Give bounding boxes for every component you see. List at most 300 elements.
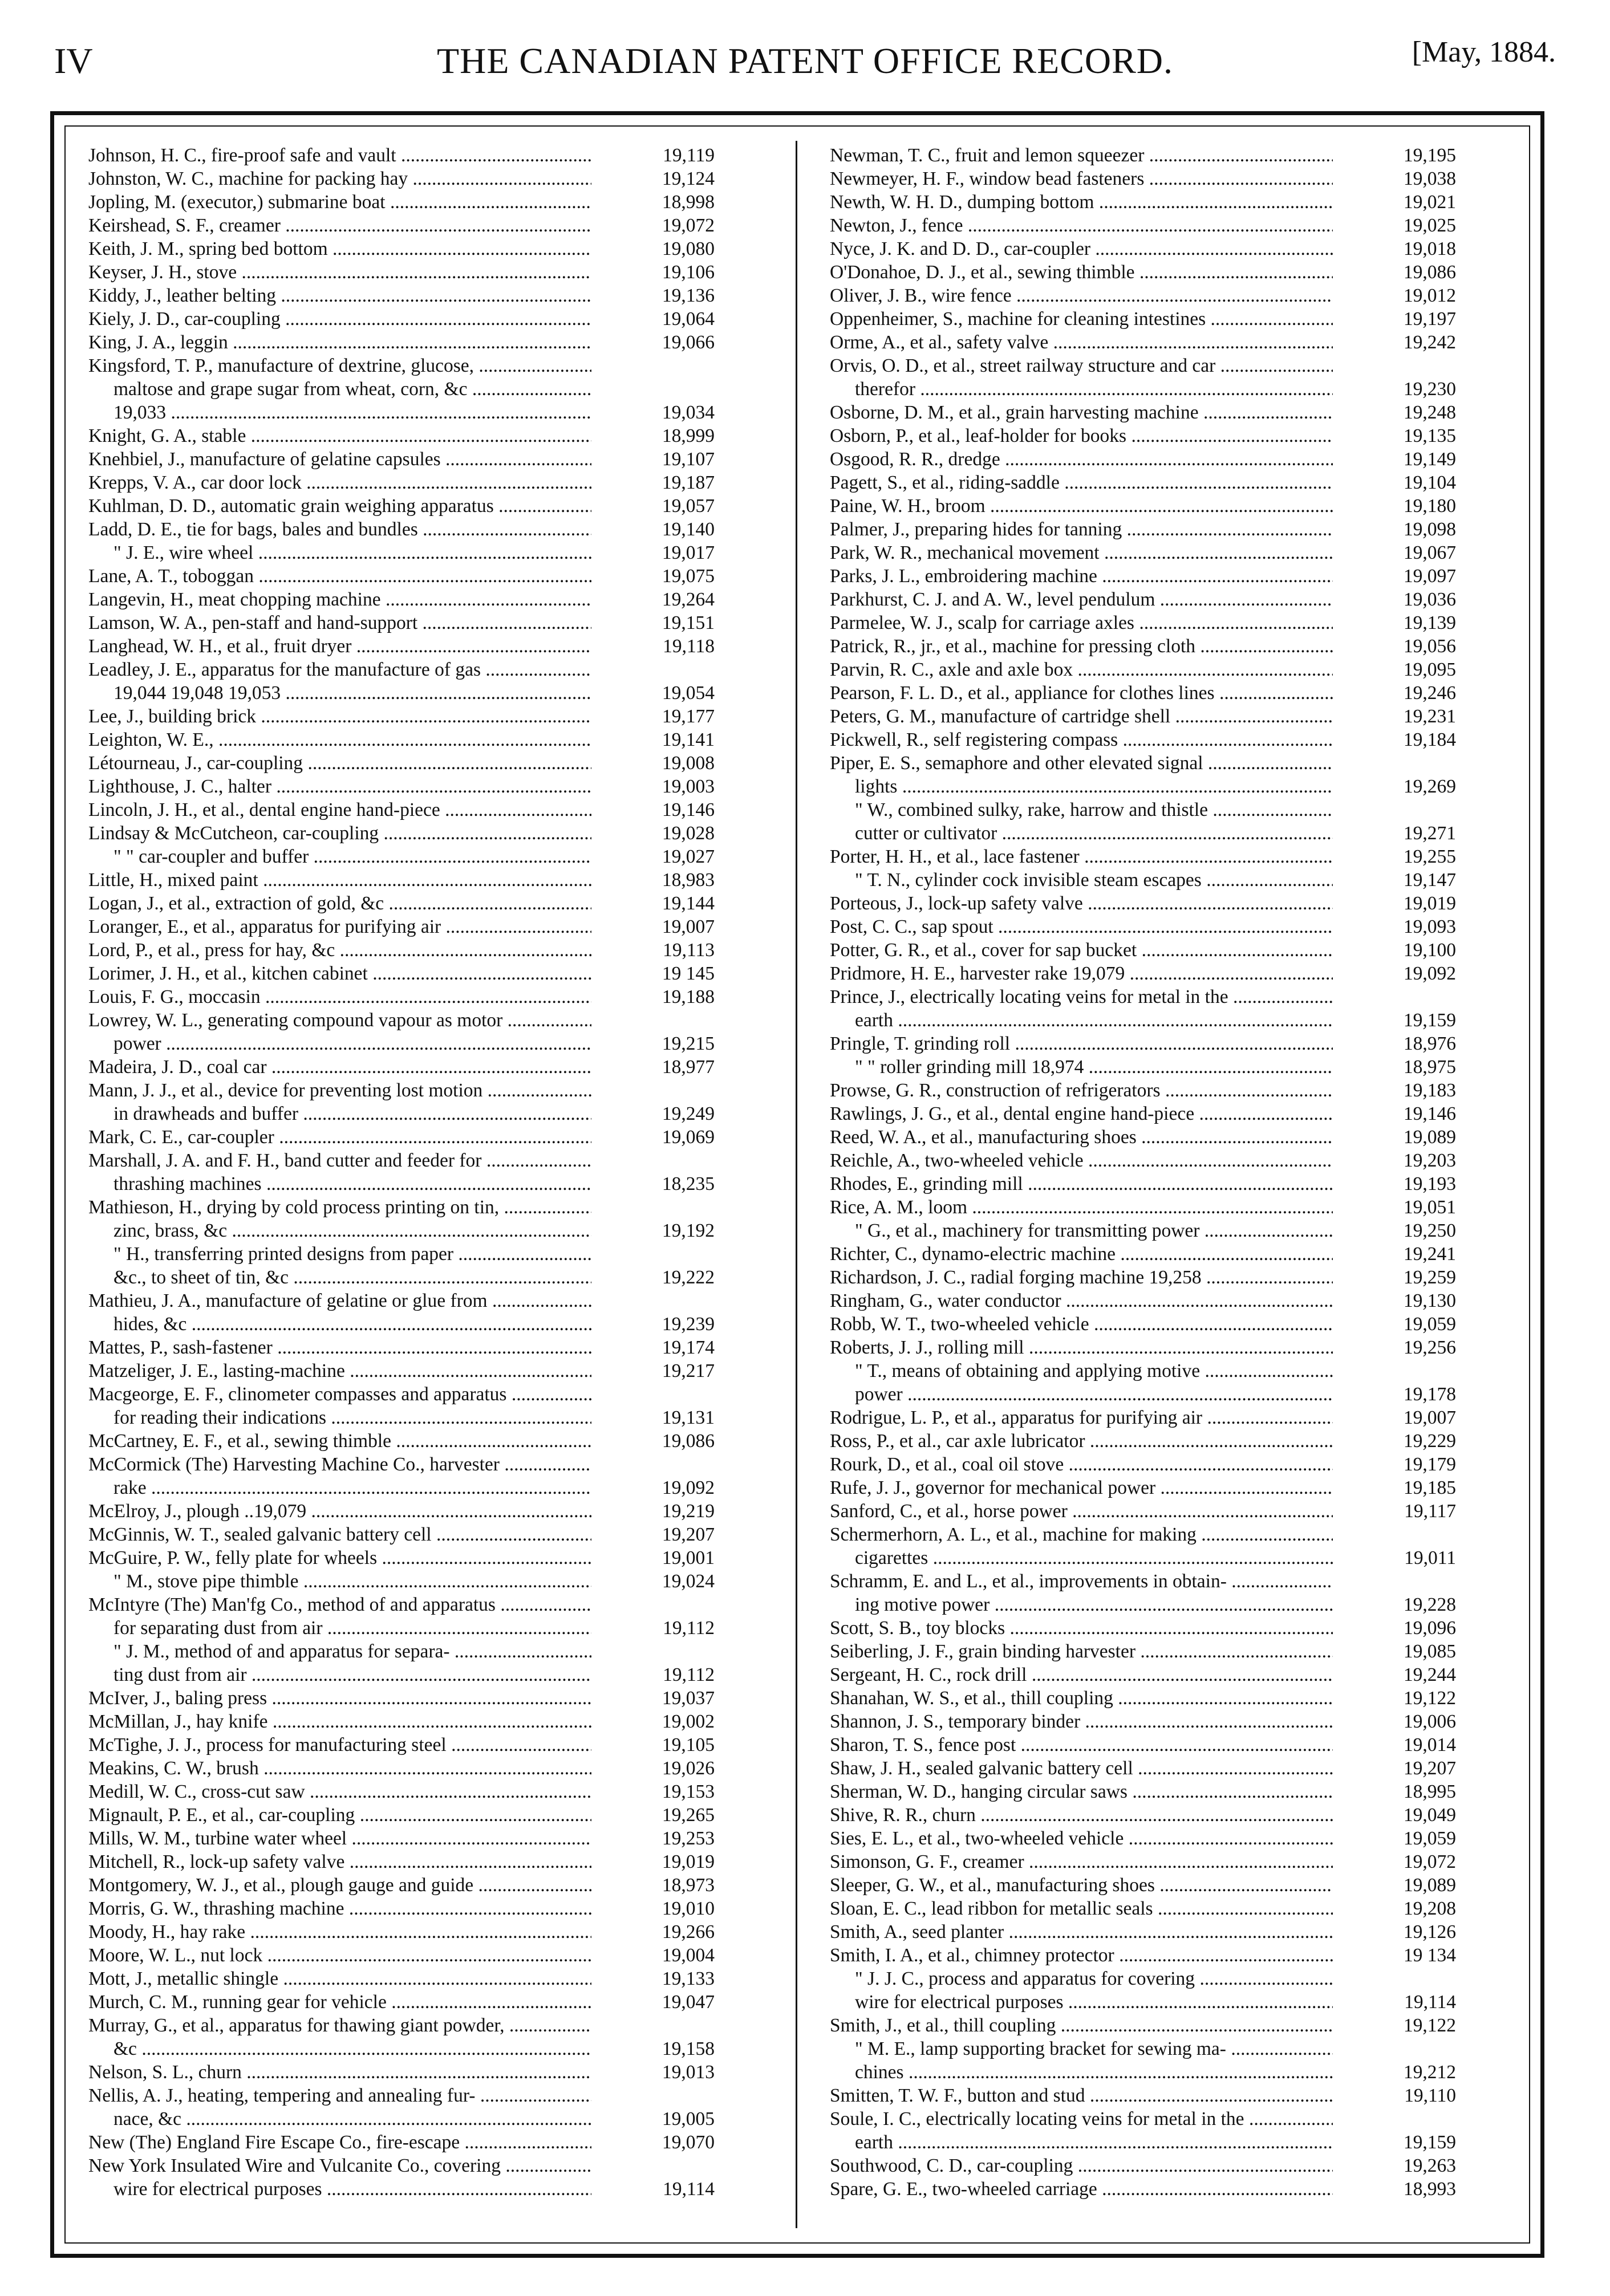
entry-text: for separating dust from air ..... [88,1616,591,1640]
index-entry [88,167,715,190]
entry-text: Moody, H., hay rake ..... [88,1920,591,1944]
index-entry [88,1827,715,1850]
index-entry [88,822,715,845]
entry-text: nace, &c ..... [88,2107,591,2131]
patent-number: 19,002 [662,1711,715,1732]
entry-text: Osborn, P., et al., leaf-holder for books ..... [830,424,1333,448]
patent-number: 19,122 [1403,2015,1456,2036]
patent-number: 19,126 [1403,1921,1456,1943]
index-entry [88,377,715,401]
index-entry [88,1710,715,1733]
index-entry [830,1687,1456,1710]
index-entry [830,1266,1456,1289]
entry-text: thrashing machines ..... [88,1172,591,1196]
entry-text: Lamson, W. A., pen-staff and hand-support ..... [88,611,591,635]
index-entry [830,1125,1456,1149]
entry-text: Montgomery, W. J., et al., plough gauge and guide ..... [88,1874,591,1897]
index-entry [88,237,715,261]
entry-text: Osborne, D. M., et al., grain harvesting machine ..... [830,401,1333,424]
entry-text: Sleeper, G. W., et al., manufacturing shoes ..... [830,1874,1333,1897]
index-frame [50,111,1544,2258]
index-entry [88,1663,715,1687]
index-entry [830,681,1456,705]
entry-text: Langhead, W. H., et al., fruit dryer ..... [88,635,591,658]
patent-number: 18,999 [662,425,715,446]
index-entry [830,1733,1456,1757]
index-entry [88,1897,715,1920]
patent-number: 19,183 [1403,1080,1456,1101]
entry-text: Orvis, O. D., et al., street railway structure and car ..... [830,354,1333,377]
entry-text: Rawlings, J. G., et al., dental engine hand-piece ..... [830,1102,1333,1125]
index-entry [830,1546,1456,1570]
index-entry [88,1242,715,1266]
index-entry [88,261,715,284]
patent-number: 19,230 [1403,379,1456,400]
patent-number: 19,149 [1403,449,1456,470]
entry-text: " M., stove pipe thimble ..... [88,1570,591,1593]
patent-number: 19,064 [662,308,715,330]
patent-number: 19,144 [662,893,715,914]
entry-text: Parkhurst, C. J. and A. W., level pendulum ..... [830,588,1333,611]
index-entry [88,354,715,377]
index-entry [830,1780,1456,1803]
entry-text: zinc, brass, &c ..... [88,1219,591,1242]
entry-text: Lee, J., building brick ..... [88,705,591,728]
entry-text: Pickwell, R., self registering compass ..... [830,728,1333,751]
patent-number: 19 134 [1403,1945,1456,1966]
index-entry [830,705,1456,728]
patent-number: 19,034 [662,402,715,423]
entry-text: 19,033 ..... [88,401,591,424]
entry-text: Logan, J., et al., extraction of gold, &c ..... [88,892,591,915]
index-entry [830,1312,1456,1336]
patent-number: 19,017 [662,542,715,563]
index-entry [88,1967,715,1990]
entry-text: Nellis, A. J., heating, tempering and annealing fur- ..... [88,2084,591,2107]
entry-text: Smith, I. A., et al., chimney protector ..... [830,1944,1333,1967]
entry-text: power ..... [88,1032,591,1055]
patent-number: 19,026 [662,1758,715,1779]
patent-number: 19,242 [1403,332,1456,353]
patent-number: 19,104 [1403,472,1456,493]
patent-number: 19,107 [662,449,715,470]
entry-text: Parvin, R. C., axle and axle box ..... [830,658,1333,681]
entry-text: Kiely, J. D., car-coupling ..... [88,307,591,331]
index-entry [830,1803,1456,1827]
entry-text: Leighton, W. E., ..... [88,728,591,751]
patent-number: 19,146 [1403,1103,1456,1124]
entry-text: Patrick, R., jr., et al., machine for pressing cloth ..... [830,635,1333,658]
index-entry [88,962,715,985]
entry-text: &c ..... [88,2037,591,2061]
patent-number: 19,158 [662,2038,715,2059]
index-entry [88,1336,715,1359]
patent-number: 19,085 [1403,1641,1456,1662]
patent-number: 19,208 [1403,1898,1456,1919]
index-entry [830,1499,1456,1523]
index-entry [830,1242,1456,1266]
patent-number: 19,159 [1403,2132,1456,2153]
index-entry [88,2061,715,2084]
patent-number: 18,993 [1403,2179,1456,2200]
entry-text: Robb, W. T., two-wheeled vehicle ..... [830,1312,1333,1336]
index-entry [88,798,715,822]
entry-text: Richardson, J. C., radial forging machine 19,258 ..... [830,1266,1333,1289]
patent-number: 19,184 [1403,729,1456,750]
entry-text: Ladd, D. E., tie for bags, bales and bundles ..... [88,518,591,541]
patent-number: 19,019 [1403,893,1456,914]
index-entry [88,1476,715,1499]
entry-text: rake ..... [88,1476,591,1499]
index-entry [830,1570,1456,1593]
patent-number: 19,066 [662,332,715,353]
index-entry [830,635,1456,658]
entry-text: New (The) England Fire Escape Co., fire-escape ..... [88,2131,591,2154]
entry-text: Simonson, G. F., creamer ..... [830,1850,1333,1874]
patent-number: 18,998 [662,192,715,213]
entry-text: Louis, F. G., moccasin ..... [88,985,591,1009]
index-entry [830,2177,1456,2201]
entry-text: Southwood, C. D., car-coupling ..... [830,2154,1333,2177]
index-entry [830,424,1456,448]
index-entry [830,1359,1456,1383]
entry-text: McMillan, J., hay knife ..... [88,1710,591,1733]
index-entry [88,1149,715,1172]
index-entry [830,377,1456,401]
entry-text: Reed, W. A., et al., manufacturing shoes ..... [830,1125,1333,1149]
entry-text: Mark, C. E., car-coupler ..... [88,1125,591,1149]
index-entry [830,611,1456,635]
patent-number: 19,025 [1403,215,1456,236]
index-entry [830,1944,1456,1967]
entry-text: Ross, P., et al., car axle lubricator ..... [830,1429,1333,1453]
index-entry [88,728,715,751]
patent-number: 19,096 [1403,1618,1456,1639]
patent-number: 19,114 [1404,1992,1456,2013]
index-entry [830,214,1456,237]
entry-text: Mott, J., metallic shingle ..... [88,1967,591,1990]
patent-number: 19,197 [1403,308,1456,330]
entry-text: Pridmore, H. E., harvester rake 19,079 ..... [830,962,1333,985]
index-entry [88,1009,715,1032]
entry-text: Mignault, P. E., et al., car-coupling ..... [88,1803,591,1827]
entry-text: Loranger, E., et al., apparatus for purifying air ..... [88,915,591,938]
entry-text: Sharon, T. S., fence post ..... [830,1733,1333,1757]
entry-text: Meakins, C. W., brush ..... [88,1757,591,1780]
entry-text: Park, W. R., mechanical movement ..... [830,541,1333,564]
index-entry [830,1990,1456,2014]
index-entry [88,868,715,892]
index-entry [88,541,715,564]
entry-text: Lorimer, J. H., et al., kitchen cabinet ..... [88,962,591,985]
entry-text: Post, C. C., sap spout ..... [830,915,1333,938]
index-entry [830,1663,1456,1687]
patent-number: 19,244 [1403,1664,1456,1685]
patent-number: 19,047 [662,1992,715,2013]
index-entry [88,2154,715,2177]
entry-text: Paine, W. H., broom ..... [830,494,1333,518]
entry-text: therefor ..... [830,377,1333,401]
patent-number: 19,072 [1403,1851,1456,1872]
patent-number: 19,119 [663,145,715,166]
index-entry [88,658,715,681]
patent-number: 19,117 [1404,1501,1456,1522]
patent-number: 19,093 [1403,916,1456,937]
entry-text: Porter, H. H., et al., lace fastener ..... [830,845,1333,868]
entry-text: Lindsay & McCutcheon, car-coupling ..... [88,822,591,845]
patent-number: 19,250 [1403,1220,1456,1241]
index-entry [88,1312,715,1336]
patent-number: 19,249 [662,1103,715,1124]
index-entry [88,611,715,635]
entry-text: Shannon, J. S., temporary binder ..... [830,1710,1333,1733]
entry-text: Shanahan, W. S., et al., thill coupling ..... [830,1687,1333,1710]
patent-number: 19,147 [1403,869,1456,891]
index-entry [830,915,1456,938]
index-entry [88,448,715,471]
index-entry [830,2014,1456,2037]
entry-text: Keirshead, S. F., creamer ..... [88,214,591,237]
entry-text: Nelson, S. L., churn ..... [88,2061,591,2084]
patent-number: 19,130 [1403,1290,1456,1311]
entry-text: Pagett, S., et al., riding-saddle ..... [830,471,1333,494]
index-entry [88,1383,715,1406]
index-entry [88,564,715,588]
entry-text: Newman, T. C., fruit and lemon squeezer ..... [830,144,1333,167]
patent-number: 19 145 [662,963,715,984]
index-entry [830,190,1456,214]
patent-number: 19,100 [1403,940,1456,961]
index-entry [88,1687,715,1710]
patent-number: 19,263 [1403,2155,1456,2176]
patent-number: 19,059 [1403,1314,1456,1335]
index-entry [88,424,715,448]
entry-text: Peters, G. M., manufacture of cartridge shell ..... [830,705,1333,728]
patent-number: 19,012 [1403,285,1456,306]
index-entry [88,1102,715,1125]
index-entry [830,1827,1456,1850]
entry-text: McIntyre (The) Man'fg Co., method of and apparatus ..... [88,1593,591,1616]
index-entry [830,1196,1456,1219]
entry-text: O'Donahoe, D. J., et al., sewing thimble ..... [830,261,1333,284]
index-entry [830,1149,1456,1172]
index-entry [830,868,1456,892]
index-entry [88,471,715,494]
index-entry [88,1523,715,1546]
patent-number: 19,097 [1403,566,1456,587]
entry-text: 19,044 19,048 19,053 ..... [88,681,591,705]
patent-number: 19,259 [1403,1267,1456,1288]
entry-text: Orme, A., et al., safety valve ..... [830,331,1333,354]
index-entry [830,1079,1456,1102]
index-entry [830,448,1456,471]
index-entry [88,284,715,307]
entry-text: Sanford, C., et al., horse power ..... [830,1499,1333,1523]
index-entry [830,1406,1456,1429]
index-entry [88,190,715,214]
entry-text: Prowse, G. R., construction of refrigerators ..... [830,1079,1333,1102]
entry-text: Soule, I. C., electrically locating veins for metal in the ..... [830,2107,1333,2131]
entry-text: Parmelee, W. J., scalp for carriage axles ..... [830,611,1333,635]
entry-text: Reichle, A., two-wheeled vehicle ..... [830,1149,1333,1172]
index-entry [88,1874,715,1897]
patent-number: 19,264 [662,589,715,610]
entry-text: Oppenheimer, S., machine for cleaning intestines ..... [830,307,1333,331]
issue-date: [May, 1884. [1412,36,1556,68]
entry-text: " G., et al., machinery for transmitting power ..... [830,1219,1333,1242]
entry-text: Parks, J. L., embroidering machine ..... [830,564,1333,588]
patent-number: 19,027 [662,846,715,867]
index-entry [88,401,715,424]
entry-text: Pearson, F. L. D., et al., appliance for clothes lines ..... [830,681,1333,705]
patent-number: 19,219 [662,1501,715,1522]
patent-number: 19,135 [1403,425,1456,446]
index-entry [830,2131,1456,2154]
patent-number: 19,139 [1403,612,1456,633]
index-entry [88,1196,715,1219]
index-entry [88,2131,715,2154]
patent-number: 19,118 [663,636,715,657]
index-entry [830,1289,1456,1312]
entry-text: Keyser, J. H., stove ..... [88,261,591,284]
entry-text: Schramm, E. and L., et al., improvements in obtain- ..... [830,1570,1333,1593]
index-entry [88,775,715,798]
entry-text: Morris, G. W., thrashing machine ..... [88,1897,591,1920]
entry-text: Krepps, V. A., car door lock ..... [88,471,591,494]
index-entry [88,1850,715,1874]
patent-number: 19,086 [1403,262,1456,283]
entry-text: cutter or cultivator ..... [830,822,1333,845]
entry-text: Smith, A., seed planter ..... [830,1920,1333,1944]
patent-number: 19,056 [1403,636,1456,657]
entry-text: " " roller grinding mill 18,974 ..... [830,1055,1333,1079]
index-entry [88,938,715,962]
index-entry [830,2061,1456,2084]
entry-text: Murray, G., et al., apparatus for thawing giant powder, ..... [88,2014,591,2037]
patent-number: 19,004 [662,1945,715,1966]
entry-text: Langevin, H., meat chopping machine ..... [88,588,591,611]
index-entry [88,1453,715,1476]
patent-number: 19,003 [662,776,715,797]
entry-text: Shaw, J. H., sealed galvanic battery cell ..... [830,1757,1333,1780]
index-entry [88,518,715,541]
patent-number: 19,067 [1403,542,1456,563]
index-entry [830,1055,1456,1079]
patent-number: 19,239 [662,1314,715,1335]
index-entry [830,2107,1456,2131]
entry-text: Johnston, W. C., machine for packing hay ..... [88,167,591,190]
index-entry [88,1172,715,1196]
patent-number: 19,212 [1403,2062,1456,2083]
index-entry [88,892,715,915]
patent-number: 19,112 [663,1618,715,1639]
entry-text: Rourk, D., et al., coal oil stove ..... [830,1453,1333,1476]
patent-number: 19,193 [1403,1173,1456,1194]
entry-text: Potter, G. R., et al., cover for sap bucket ..... [830,938,1333,962]
entry-text: Porteous, J., lock-up safety valve ..... [830,892,1333,915]
index-entry [830,938,1456,962]
patent-number: 19,105 [662,1734,715,1755]
entry-text: Newmeyer, H. F., window bead fasteners ..... [830,167,1333,190]
entry-text: McGinnis, W. T., sealed galvanic battery cell ..... [88,1523,591,1546]
patent-number: 19,133 [662,1968,715,1989]
index-entry [830,1616,1456,1640]
patent-number: 19,271 [1403,823,1456,844]
patent-number: 19,241 [1403,1244,1456,1265]
patent-number: 19,010 [662,1898,715,1919]
entry-text: Newton, J., fence ..... [830,214,1333,237]
patent-number: 19,028 [662,823,715,844]
patent-number: 18,977 [662,1056,715,1078]
entry-text: " " car-coupler and buffer ..... [88,845,591,868]
index-entry [88,635,715,658]
index-entry [830,471,1456,494]
index-entry [88,1616,715,1640]
index-entry [830,845,1456,868]
index-entry [830,1336,1456,1359]
patent-number: 19,255 [1403,846,1456,867]
entry-text: Rodrigue, L. P., et al., apparatus for purifying air ..... [830,1406,1333,1429]
index-entry [88,307,715,331]
patent-number: 19,231 [1403,706,1456,727]
entry-text: " J. M., method of and apparatus for separa- ..... [88,1640,591,1663]
patent-number: 19,092 [1403,963,1456,984]
entry-text: Spare, G. E., two-wheeled carriage ..... [830,2177,1333,2201]
patent-number: 19,131 [662,1407,715,1428]
column-divider [796,141,797,2228]
patent-number: 19,265 [662,1805,715,1826]
patent-number: 19,141 [662,729,715,750]
patent-number: 19,153 [662,1781,715,1802]
patent-number: 19,008 [662,753,715,774]
entry-text: McElroy, J., plough ..19,079 ..... [88,1499,591,1523]
entry-text: Murch, C. M., running gear for vehicle ..... [88,1990,591,2014]
entry-text: " J. J. C., process and apparatus for covering ..... [830,1967,1333,1990]
patent-number: 19,006 [1403,1711,1456,1732]
entry-text: Kiddy, J., leather belting ..... [88,284,591,307]
index-entry [88,1546,715,1570]
index-entry [830,284,1456,307]
index-entry [88,1640,715,1663]
index-entry [88,1593,715,1616]
index-entry [88,1757,715,1780]
patent-number: 19,207 [662,1524,715,1545]
patent-number: 19,146 [662,799,715,820]
entry-text: Newth, W. H. D., dumping bottom ..... [830,190,1333,214]
entry-text: Madeira, J. D., coal car ..... [88,1055,591,1079]
entry-text: Lord, P., et al., press for hay, &c ..... [88,938,591,962]
index-entry [88,1944,715,1967]
running-title: THE CANADIAN PATENT OFFICE RECORD. [437,40,1173,81]
entry-text: wire for electrical purposes ..... [88,2177,591,2201]
entry-text: Leadley, J. E., apparatus for the manufacture of gas ..... [88,658,591,681]
entry-text: Moore, W. L., nut lock ..... [88,1944,591,1967]
index-entry [830,1429,1456,1453]
entry-text: Kuhlman, D. D., automatic grain weighing apparatus ..... [88,494,591,518]
index-entry [88,1920,715,1944]
entry-text: Richter, C., dynamo-electric machine ..... [830,1242,1333,1266]
entry-text: Scott, S. B., toy blocks ..... [830,1616,1333,1640]
entry-text: Rice, A. M., loom ..... [830,1196,1333,1219]
patent-number: 19,180 [1403,495,1456,517]
patent-number: 19,110 [1404,2085,1456,2106]
entry-text: Smith, J., et al., thill coupling ..... [830,2014,1333,2037]
index-entry [88,2084,715,2107]
patent-number: 19,114 [663,2179,715,2200]
entry-text: Macgeorge, E. F., clinometer compasses and apparatus ..... [88,1383,591,1406]
patent-number: 18,995 [1403,1781,1456,1802]
entry-text: Johnson, H. C., fire-proof safe and vault ..... [88,144,591,167]
